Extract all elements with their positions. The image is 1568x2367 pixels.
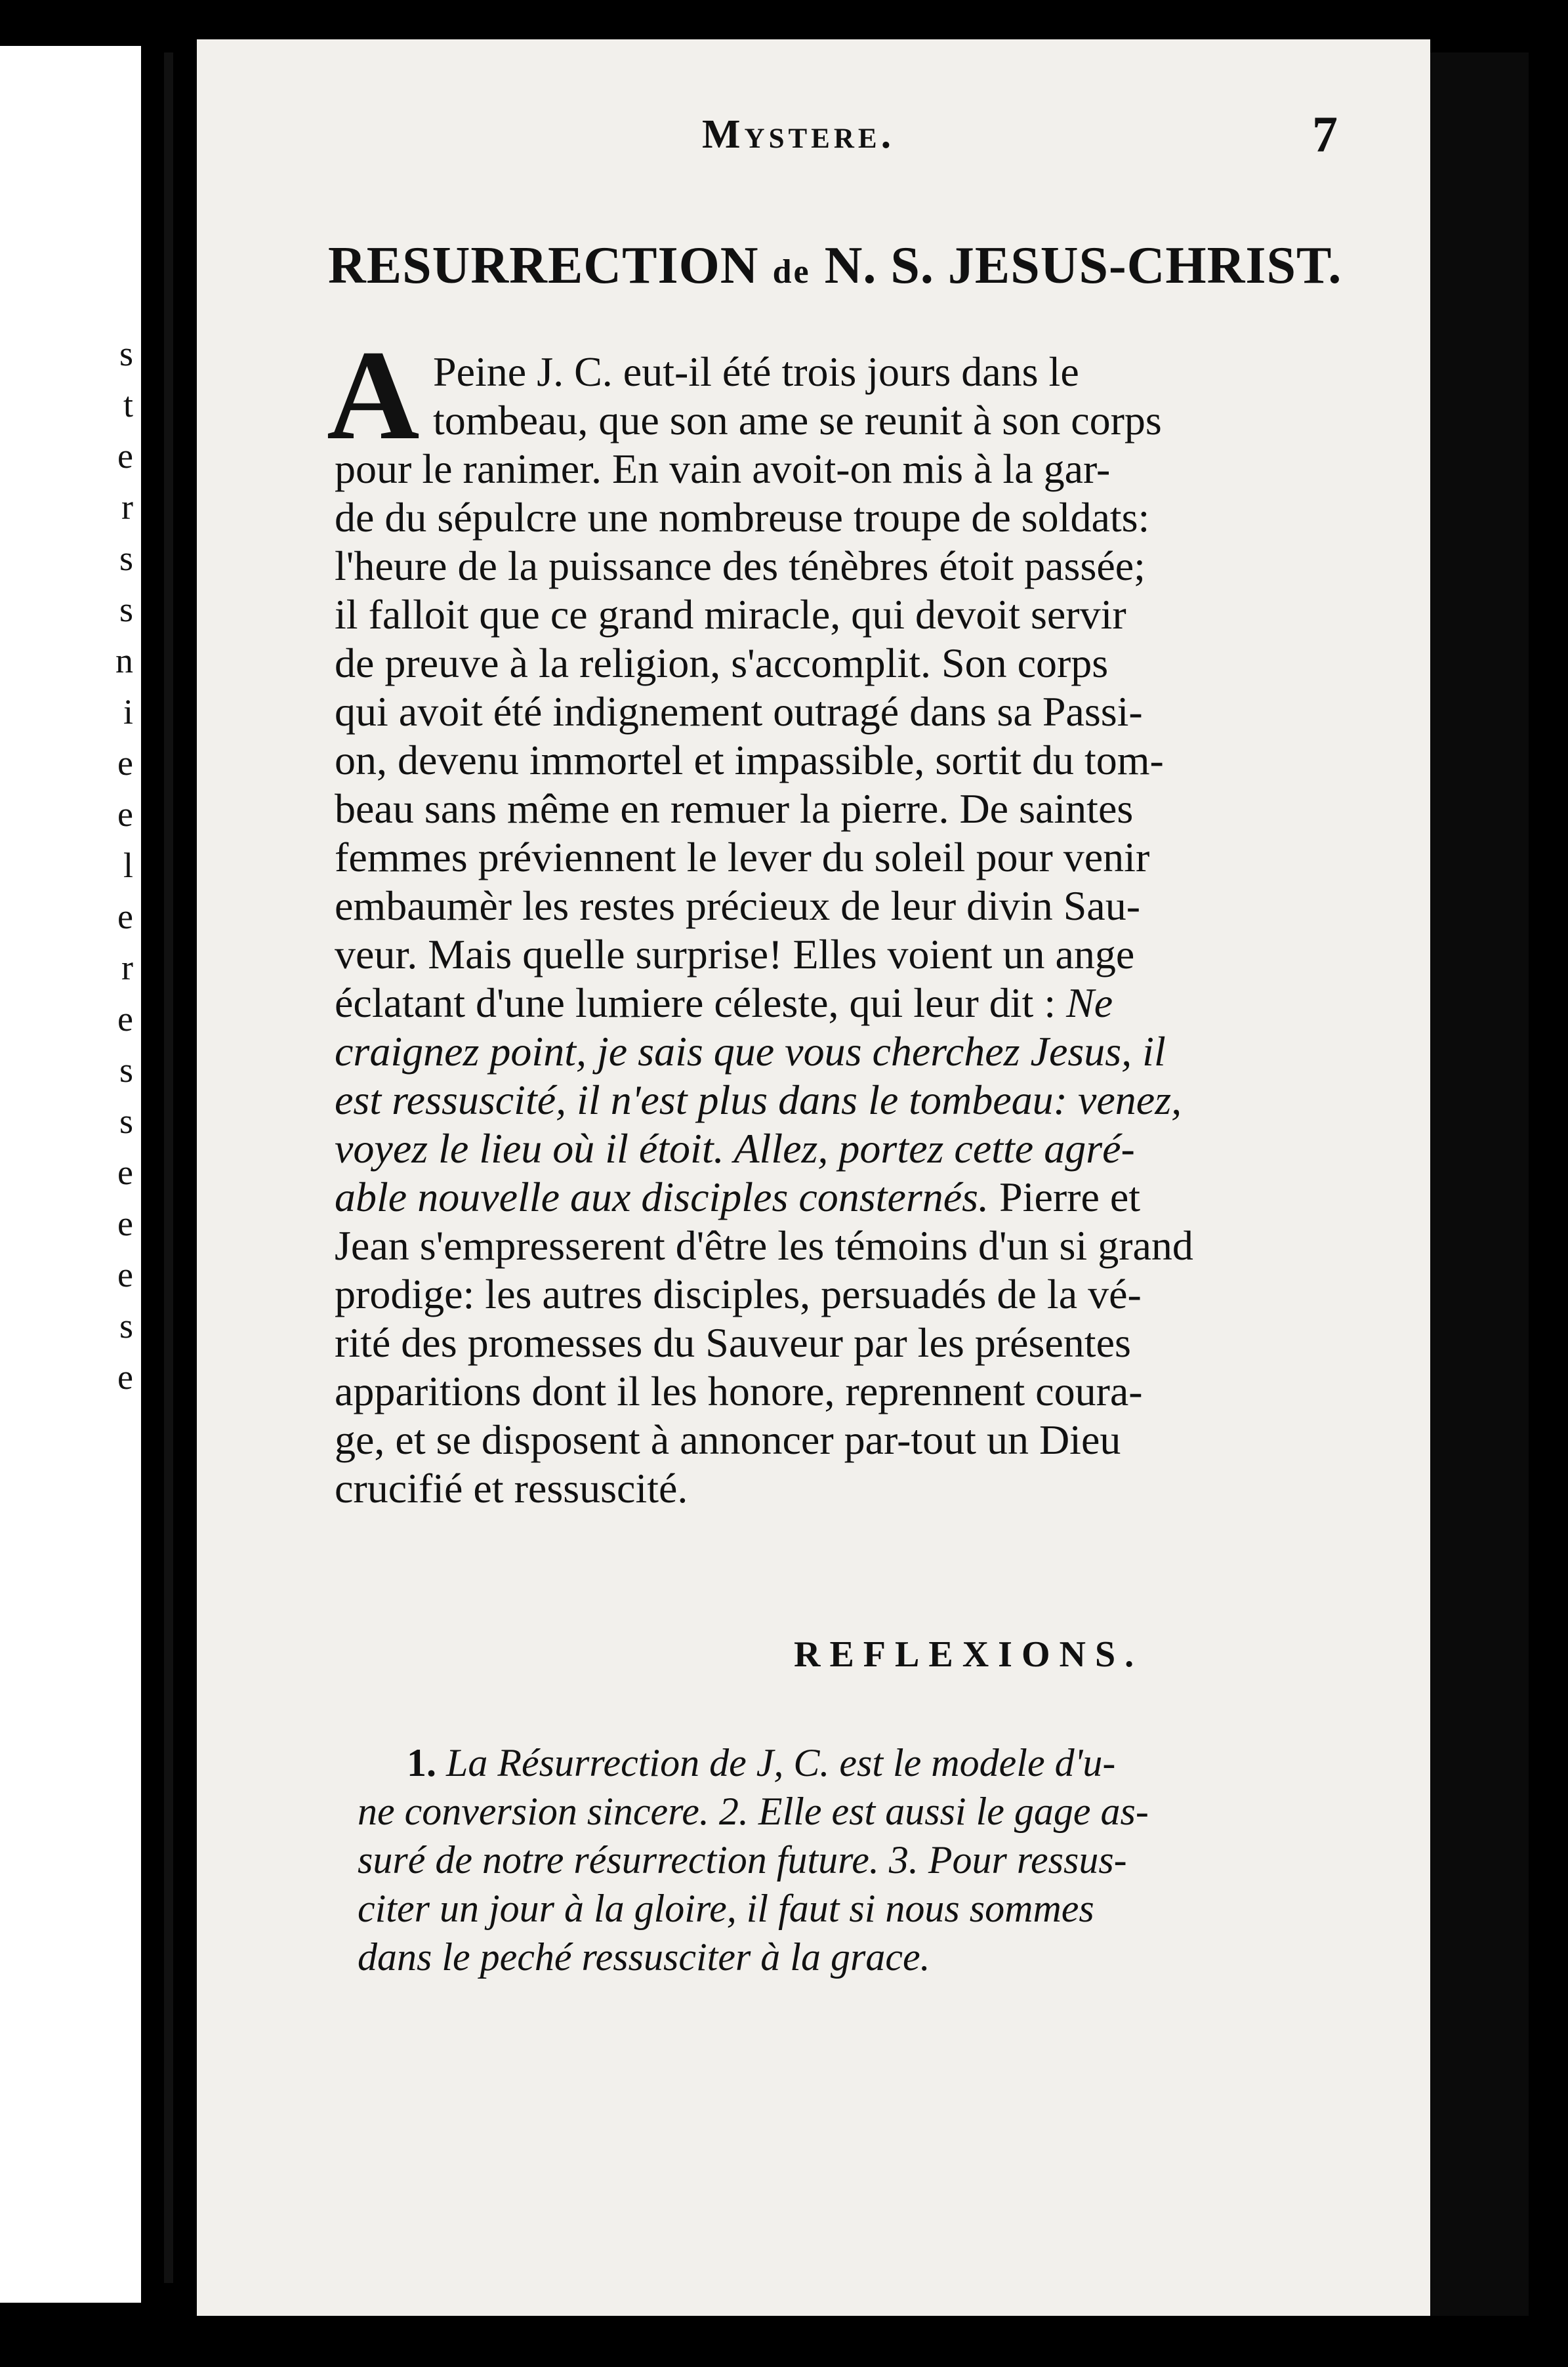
left-edge-glyph: r	[121, 948, 133, 987]
body-line: femmes préviennent le lever du soleil pour venir	[335, 834, 1150, 880]
left-edge-glyph: s	[119, 1101, 133, 1141]
left-edge-glyph: e	[117, 1357, 133, 1397]
body-line-italic: Ne	[1066, 979, 1113, 1026]
reflexions-text	[358, 1739, 1568, 1981]
body-line-roman: Pierre et	[999, 1174, 1141, 1220]
chapter-title-part1: RESURRECTION	[328, 237, 759, 295]
left-edge-glyph: i	[123, 692, 133, 731]
book-page	[197, 39, 1430, 2316]
left-edge-glyph: e	[117, 897, 133, 936]
chapter-title	[328, 236, 1391, 296]
left-edge-glyph: s	[119, 539, 133, 578]
body-line: ge, et se disposent à annoncer par-tout un Dieu	[335, 1416, 1121, 1463]
reflexion-line: suré de notre résurrection future. 3. Pour ressus-	[358, 1838, 1127, 1882]
body-line: Jean s'empresserent d'être les témoins d'un si grand	[335, 1222, 1193, 1269]
body-line: qui avoit été indignement outragé dans sa Passi-	[335, 688, 1143, 735]
body-line-mixed	[335, 1173, 1568, 1222]
running-head	[197, 106, 1430, 164]
book-gutter	[164, 52, 173, 2283]
body-text	[327, 324, 1568, 1513]
body-line-italic: voyez le lieu où il étoit. Allez, portez cette agré-	[335, 1125, 1135, 1172]
left-edge-glyph: r	[121, 487, 133, 527]
body-line: apparitions dont il les honore, reprennent coura-	[335, 1368, 1143, 1414]
left-edge-glyph: s	[119, 590, 133, 629]
reflexion-line: La Résurrection de J, C. est le modele d'u-	[446, 1741, 1116, 1784]
body-line: prodige: les autres disciples, persuadés de la vé-	[335, 1271, 1142, 1317]
reflexion-number: 1.	[407, 1741, 436, 1784]
body-line: Peine J. C. eut-il été trois jours dans le	[433, 348, 1079, 395]
left-facing-page	[0, 46, 141, 2303]
body-line: pour le ranimer. En vain avoit-on mis à la gar-	[335, 445, 1111, 492]
left-edge-glyph: e	[117, 999, 133, 1039]
left-edge-glyph: t	[123, 385, 133, 424]
reflexion-line: ne conversion sincere. 2. Elle est aussi le gage as-	[358, 1790, 1149, 1833]
body-line: de du sépulcre une nombreuse troupe de soldats:	[335, 494, 1150, 541]
reflexion-line: dans le peché ressusciter à la grace.	[358, 1935, 930, 1979]
left-edge-glyph: s	[119, 1050, 133, 1090]
body-line: crucifié et ressuscité.	[335, 1465, 688, 1512]
body-line: veur. Mais quelle surprise! Elles voient un ange	[335, 931, 1135, 978]
left-edge-glyph: e	[117, 794, 133, 834]
body-line: on, devenu immortel et impassible, sortit du tom-	[335, 737, 1164, 783]
reflexion-line: citer un jour à la gloire, il faut si nous sommes	[358, 1887, 1094, 1930]
left-edge-glyph: e	[117, 1204, 133, 1243]
body-line-italic: able nouvelle aux disciples consternés.	[335, 1174, 989, 1220]
page-edge-shadow	[1430, 52, 1529, 2316]
body-line-italic: est ressuscité, il n'est plus dans le tombeau: venez,	[335, 1077, 1182, 1123]
left-edge-glyph: e	[117, 743, 133, 783]
left-edge-glyph: e	[117, 436, 133, 476]
chapter-title-part2: N. S. JESUS-CHRIST.	[824, 237, 1342, 295]
body-line-roman: éclatant d'une lumiere céleste, qui leur dit :	[335, 979, 1056, 1026]
page-number: 7	[1312, 106, 1338, 163]
left-edge-glyph: s	[119, 1306, 133, 1346]
left-edge-glyph: l	[123, 846, 133, 885]
left-edge-glyph: n	[115, 641, 133, 680]
body-line: tombeau, que son ame se reunit à son corps	[433, 397, 1162, 443]
left-edge-glyph: e	[117, 1255, 133, 1294]
reflexions-heading: REFLEXIONS.	[794, 1634, 1144, 1675]
body-line: l'heure de la puissance des ténèbres étoit passée;	[335, 543, 1145, 589]
body-line-italic: craignez point, je sais que vous cherchez Jesus, il	[335, 1028, 1166, 1075]
left-page-edge-letters	[107, 328, 133, 1403]
body-line: rité des promesses du Sauveur par les présentes	[335, 1319, 1131, 1366]
body-line: il falloit que ce grand miracle, qui devoit servir	[335, 591, 1126, 638]
body-line: beau sans même en remuer la pierre. De saintes	[335, 785, 1134, 832]
left-edge-glyph: e	[117, 1153, 133, 1192]
body-line: embaumèr les restes précieux de leur divin Sau-	[335, 882, 1140, 929]
body-line-mixed	[335, 979, 1568, 1027]
left-edge-glyph: s	[119, 334, 133, 373]
chapter-title-de: de	[772, 253, 811, 291]
body-line: de preuve à la religion, s'accomplit. Son corps	[335, 640, 1109, 686]
drop-cap: A	[327, 324, 420, 466]
reflexion-line-numbered	[407, 1739, 1568, 1787]
running-title: Mystere.	[702, 112, 896, 157]
